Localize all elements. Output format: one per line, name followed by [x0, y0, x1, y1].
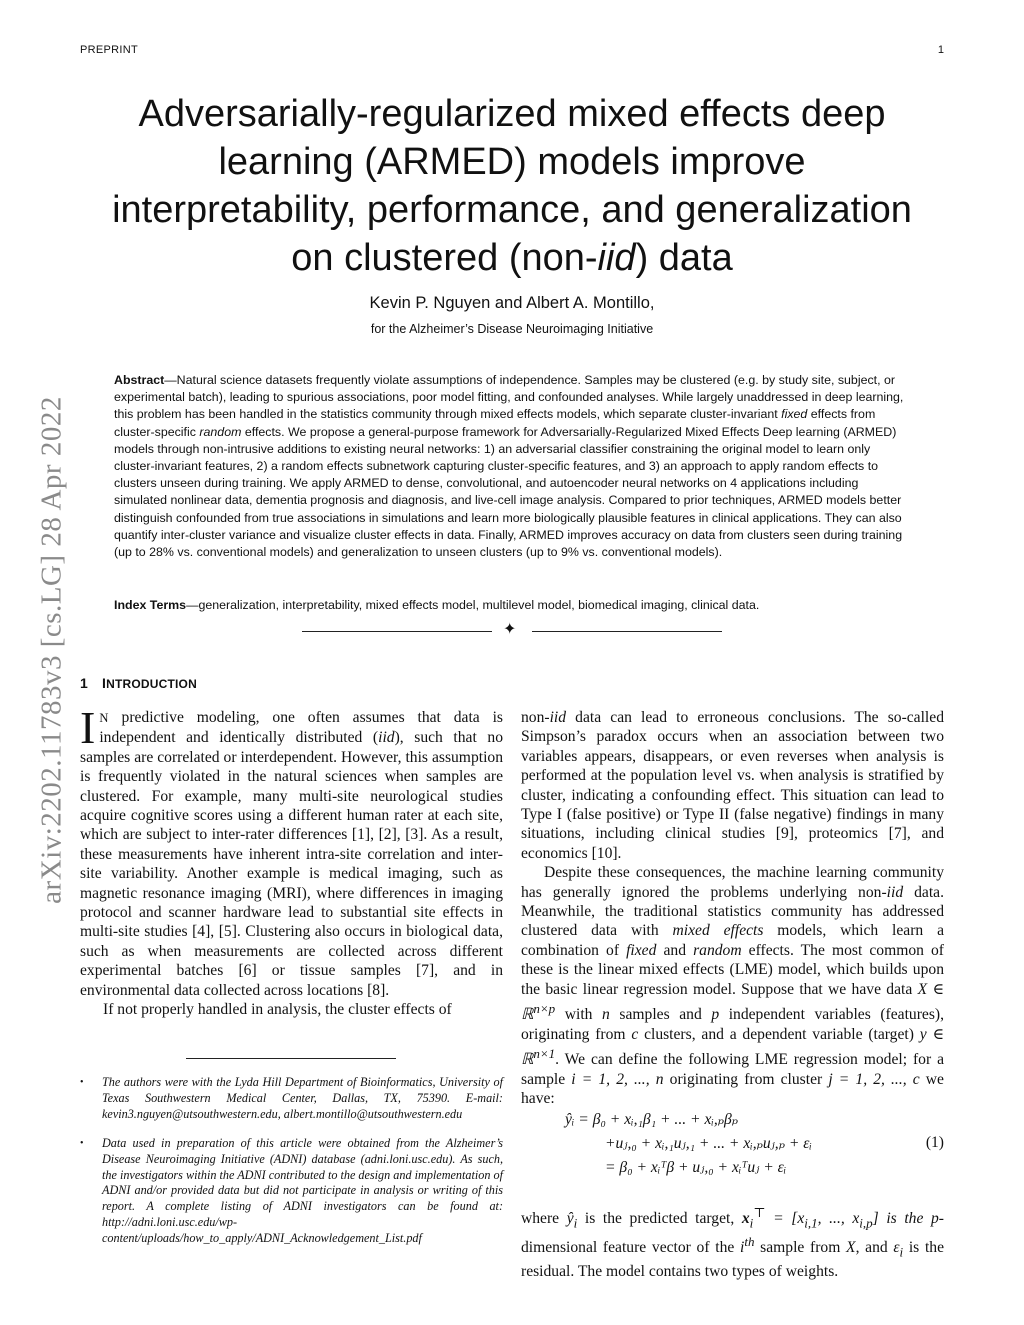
equation-number: (1) [925, 1134, 944, 1151]
abstract: Abstract—Natural science datasets frequently violate assumptions of independence. Samples may be clustered (e.g. by study site, subject, or experimental batch), leading to spurious associations, poor model fitting, and confounded analyses. While largely unaddressed in deep learning, this problem has been handled in the statistics community through mixed effects models, which separate cluster-invariant fixed effects from cluster-specific random effects. We propose a general-purpose framework for Adversarially-Regularized Mixed Effects Deep learning (ARMED) models through non-intrusive additions to existing neural networks: 1) an adversarial classifier constraining the original model to learn only cluster-invariant features, 2) a random effects subnetwork capturing cluster-specific features, and 3) an approach to apply random effects to clusters unseen during training. We apply ARMED to dense, convolutional, and autoencoder neural networks on 4 applications including simulated nonlinear data, dementia prognosis and diagnosis, and live-cell image analysis. Compared to prior techniques, ARMED models better distinguish confounded from true associations in simulations and learn more biologically plausible features in clinical applications. They can also quantify inter-cluster variance and visualize cluster effects in data. Finally, ARMED improves accuracy on data from clusters seen during training (up to 28% vs. conventional models) and generalization to unseen clusters (up to 9% vs. conventional models). [114, 373, 904, 560]
intro-paragraph-1: I N predictive modeling, one often assumes that data is independent and identically distributed (iid), such that no samples are correlated or interdependent. However, this assumption is frequently violated in the natural sciences when samples are clustered. For example, many multi-site neurological studies acquire cognitive scores using a different human rater at each site, which are subject to inter-rater differences [1], [2], [3]. As a result, these measurements have inherent intra-site correlation and inter-site variability. Another example is medical imaging, such as magnetic resonance imaging (MRI), where differences in imaging protocol and scanner hardware lead to substantial site effects in multi-site studies [4], [5]. Clustering also occurs in biological data, such as when measurements are collected across different experimental batches [6] or tissue samples [7], and in environmental data collected across locations [8]. [80, 702, 503, 999]
equation-line-2: +uⱼ,₀ + xᵢ,₁uⱼ,₁ + ... + xᵢ,ₚuⱼ,ₚ + εᵢ [605, 1135, 812, 1152]
footnote-adni: • Data used in preparation of this article were obtained from the Alzheimer’s Disease Neuroimaging Initiative (ADNI) database (adni.loni.usc.edu). As such, the investigators within the ADNI contributed to the design and implementation of ADNI and/or provided data but did not participate in analysis or writing of this report. A complete listing of ADNI investigators can be found at: http://adni.loni.usc.edu/wp-content/uploads/how_to_apply/ADNI_Acknowledgement_List.pdf [80, 1136, 503, 1245]
right-column [521, 708, 944, 1281]
section-heading-introduction: 1 INTRODUCTION [80, 675, 197, 691]
separator-diamond-icon: ✦ [503, 621, 517, 638]
title-line-4: on clustered (non-iid) data [291, 237, 733, 279]
intro-paragraph-4: Despite these consequences, the machine learning community has generally ignored the problems underlying non-iid data. Meanwhile, the traditional statistics community has addressed clustered data with mixed effects models, which learn a combination of fixed and random effects. The most common of these is the linear mixed effects (LME) model, which builds upon the basic linear regression model. Suppose that we have data X ∈ ℝ$^{n\times p}$ with n samples and p independent variables (features), originating from c clusters, and a dependent variable (target) y ∈ ℝ$^{n\times 1}$. We can define the following LME regression model; for a sample i = 1, 2, ..., n originating from cluster j = 1, 2, ..., c we have: [521, 864, 945, 1108]
separator-rule-right [532, 631, 722, 632]
bullet-icon: • [80, 1077, 84, 1088]
equation-line-3: = β₀ + xᵢᵀβ + uⱼ,₀ + xᵢᵀuⱼ + εᵢ [605, 1159, 787, 1176]
affiliation: for the Alzheimer’s Disease Neuroimaging Initiative [370, 322, 654, 336]
paper-title [90, 90, 934, 282]
index-terms: Index Terms—generalization, interpretability, mixed effects model, multilevel model, biomedical imaging, clinical data. [114, 598, 760, 612]
drop-cap: I [80, 702, 96, 753]
title-line-3: interpretability, performance, and generalization [112, 189, 912, 231]
separator-rule-left [302, 631, 492, 632]
title-line-1: Adversarially-regularized mixed effects deep [138, 93, 886, 135]
equation-1 [521, 1110, 944, 1182]
title-line-2: learning (ARMED) models improve [218, 141, 806, 183]
intro-paragraph-5: where $ŷ_i$ is the predicted target, $x_i^⊤ = [x_{i,1}$, ..., $x_{i,p}$] is the p-dimensional feature vector of the $i^{th}$ sample from X, and $\varepsilon_i$ is the residual. The model contains two types of weights. [521, 1204, 944, 1280]
intro-paragraph-3: non-iid data can lead to erroneous conclusions. The so-called Simpson’s paradox occurs when an association between two variables appears, disappears, or even reverses when analysis is performed at the population level vs. when analysis is stratified by cluster, indicating a confounding effect. This situation can lead to Type I (false positive) or Type II (false negative) findings in many situations, including clinical studies [9], proteomics [7], and economics [10]. [521, 709, 944, 862]
footnote-affiliation: • The authors were with the Lyda Hill Department of Bioinformatics, University of Texas Southwestern Medical Center, Dallas, TX, 75390. E-mail: kevin3.nguyen@utsouthwestern.edu, albert.montillo@utsouthwestern.edu [80, 1075, 503, 1121]
index-terms-label: Index Terms [114, 598, 187, 612]
equation-line-1: ŷᵢ = β₀ + xᵢ,₁β₁ + ... + xᵢ,ₚβₚ [565, 1111, 738, 1128]
running-head: PREPRINT [80, 44, 139, 56]
page-number: 1 [937, 44, 944, 56]
bullet-icon: • [80, 1138, 84, 1149]
footnote-rule [186, 1058, 396, 1059]
left-column [80, 702, 503, 1020]
abstract-label: Abstract [114, 373, 165, 387]
arxiv-stamp[interactable]: arXiv:2202.11783v3 [cs.LG] 28 Apr 2022 [35, 396, 68, 904]
author-list: Kevin P. Nguyen and Albert A. Montillo, [369, 294, 655, 312]
intro-paragraph-2: If not properly handled in analysis, the cluster effects of [103, 1001, 452, 1019]
